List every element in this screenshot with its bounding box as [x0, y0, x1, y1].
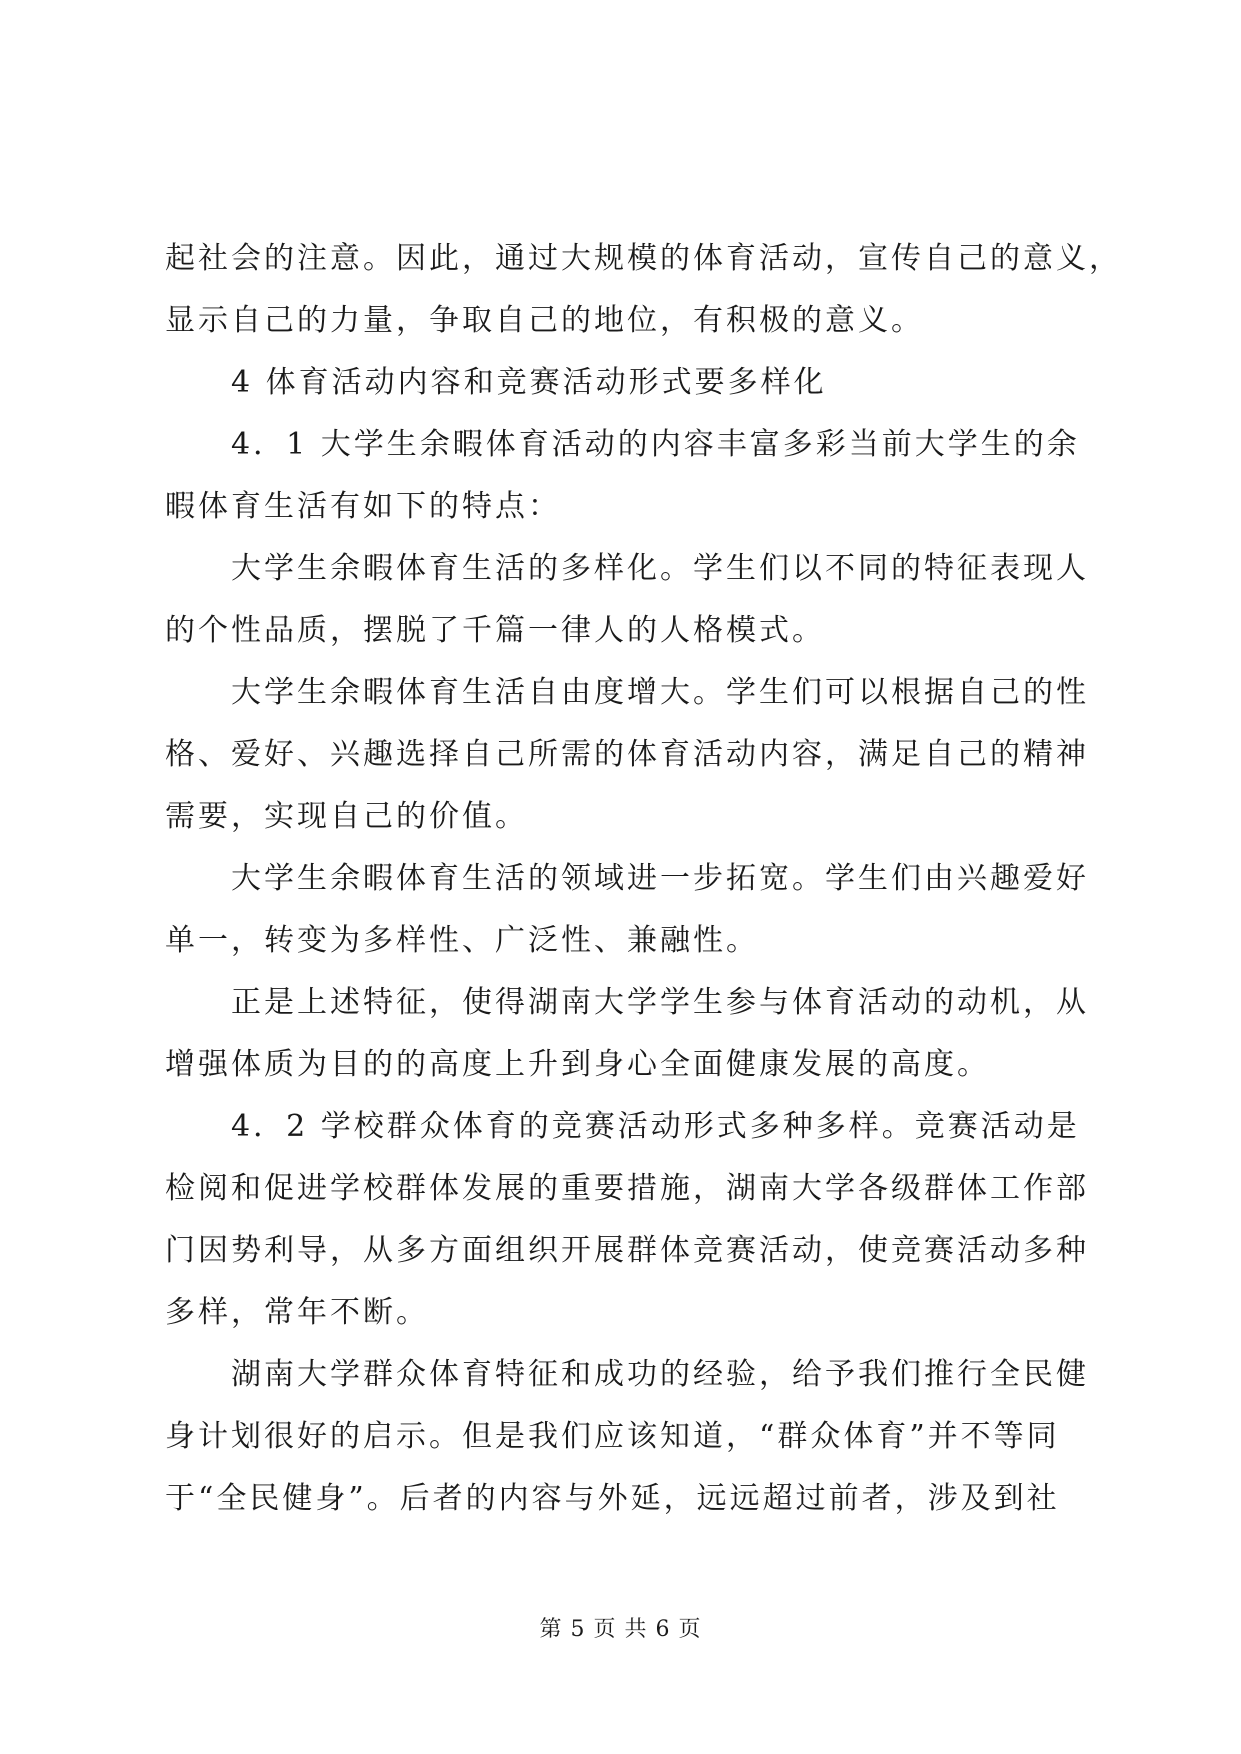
text-line: 暇体育生活有如下的特点：	[165, 489, 561, 524]
body-text	[165, 228, 1122, 1530]
text-line: 起社会的注意。因此，通过大规模的体育活动，宣传自己的意义，	[165, 241, 1122, 276]
text-line: 门因势利导，从多方面组织开展群体竞赛活动，使竞赛活动多种	[165, 1233, 1089, 1268]
page-footer: 第 5 页 共 6 页	[539, 1617, 702, 1642]
text-line: 检阅和促进学校群体发展的重要措施，湖南大学各级群体工作部	[165, 1171, 1089, 1206]
text-line: 格、爱好、兴趣选择自己所需的体育活动内容，满足自己的精神	[165, 737, 1089, 772]
text-line: 身计划很好的启示。但是我们应该知道，“群众体育”并不等同	[165, 1419, 1060, 1454]
text-line: 单一，转变为多样性、广泛性、兼融性。	[165, 923, 759, 958]
text-line: 增强体质为目的的高度上升到身心全面健康发展的高度。	[165, 1047, 990, 1082]
text-line: 于“全民健身”。后者的内容与外延，远远超过前者，涉及到社	[165, 1481, 1060, 1516]
text-line: 需要，实现自己的价值。	[165, 799, 528, 834]
paragraph-start: 大学生余暇体育生活的领域进一步拓宽。学生们由兴趣爱好	[231, 861, 1089, 896]
text-line: 多样，常年不断。	[165, 1295, 429, 1330]
subsection-heading: 4．1 大学生余暇体育活动的内容丰富多彩当前大学生的余	[231, 427, 1080, 462]
section-heading: 4 体育活动内容和竞赛活动形式要多样化	[231, 365, 827, 400]
text-line: 显示自己的力量，争取自己的地位，有积极的意义。	[165, 303, 924, 338]
text-line: 的个性品质，摆脱了千篇一律人的人格模式。	[165, 613, 825, 648]
paragraph-start: 湖南大学群众体育特征和成功的经验，给予我们推行全民健	[231, 1357, 1089, 1392]
paragraph-start: 大学生余暇体育生活自由度增大。学生们可以根据自己的性	[231, 675, 1089, 710]
paragraph-start: 正是上述特征，使得湖南大学学生参与体育活动的动机，从	[231, 985, 1089, 1020]
subsection-heading: 4．2 学校群众体育的竞赛活动形式多种多样。竞赛活动是	[231, 1109, 1080, 1144]
paragraph-start: 大学生余暇体育生活的多样化。学生们以不同的特征表现人	[231, 551, 1089, 586]
